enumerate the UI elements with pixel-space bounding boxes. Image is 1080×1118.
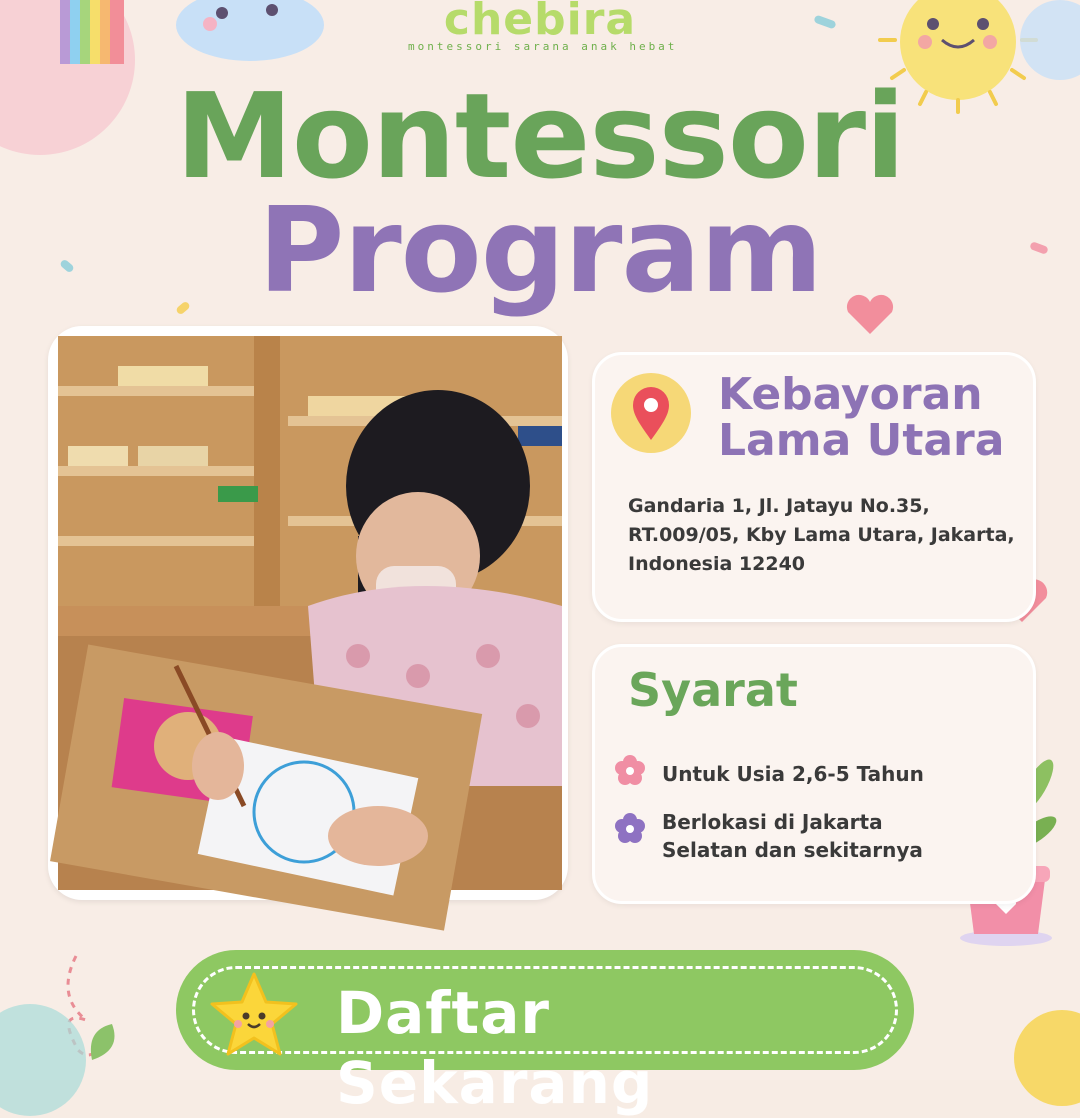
location-title: Kebayoran Lama Utara [718,369,1005,466]
pink-flower-icon [614,754,646,786]
map-pin-icon [610,372,692,454]
star-icon [208,970,300,1060]
requirement-item-location: Berlokasi di Jakarta Selatan dan sekitarnya [662,810,923,862]
brand-tagline: montessori sarana anak hebat [408,40,678,53]
purple-flower-icon [614,812,646,844]
brand-name: chebira [443,0,637,45]
page-title-line1: Montessori [175,67,905,205]
requirement-item-age: Untuk Usia 2,6-5 Tahun [662,762,924,786]
register-button-label[interactable]: Daftar Sekarang [336,979,654,1117]
page-title-line2: Program [258,181,822,319]
child-drawing-photo [58,336,562,890]
location-address: Gandaria 1, Jl. Jatayu No.35, RT.009/05, Kby Lama Utara, Jakarta, Indonesia 12240 [628,495,1015,575]
requirements-title: Syarat [628,663,798,717]
